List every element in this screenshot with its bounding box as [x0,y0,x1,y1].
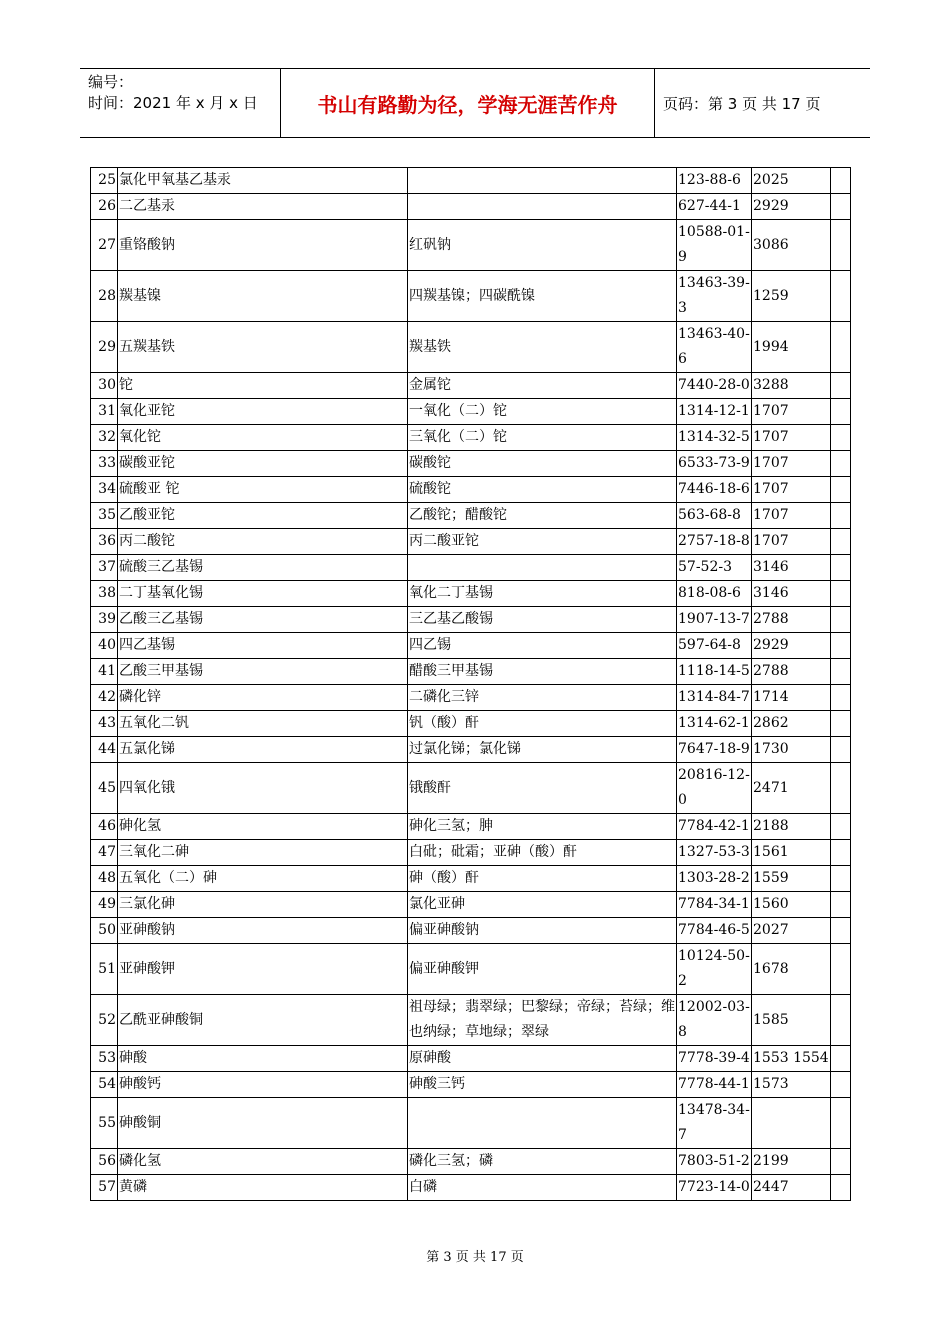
un-number: 1714 [752,685,831,711]
row-number: 36 [91,529,118,555]
cas-number: 12002-03-8 [677,995,752,1046]
cas-number: 7784-34-1 [677,892,752,918]
un-number: 2027 [752,918,831,944]
chemical-alias: 白砒；砒霜；亚砷（酸）酐 [408,840,677,866]
chemical-alias: 四羰基镍；四碳酰镍 [408,271,677,322]
chemical-alias [408,1098,677,1149]
header-page-info: 页码：第 3 页 共 17 页 [663,94,821,113]
empty-cell [830,271,850,322]
chemical-name: 亚砷酸钠 [118,918,408,944]
cas-number: 1314-62-1 [677,711,752,737]
table-row [91,1072,851,1098]
un-number: 1707 [752,503,831,529]
table-row [91,633,851,659]
un-number: 2199 [752,1149,831,1175]
cas-number: 7803-51-2 [677,1149,752,1175]
chemical-name: 亚砷酸钾 [118,944,408,995]
chemical-name: 砷酸 [118,1046,408,1072]
cas-number: 123-88-6 [677,168,752,194]
table-row [91,373,851,399]
un-number: 1553 1554 [752,1046,831,1072]
table-row [91,271,851,322]
chemical-name: 砷酸钙 [118,1072,408,1098]
chemical-alias: 原砷酸 [408,1046,677,1072]
chemical-alias: 氧化二丁基锡 [408,581,677,607]
empty-cell [830,1098,850,1149]
empty-cell [830,399,850,425]
chemical-table [90,167,851,1201]
page-header [80,68,870,138]
table-row [91,477,851,503]
row-number: 45 [91,763,118,814]
empty-cell [830,607,850,633]
un-number: 2447 [752,1175,831,1201]
row-number: 33 [91,451,118,477]
empty-cell [830,503,850,529]
un-number: 2188 [752,814,831,840]
chemical-name: 磷化锌 [118,685,408,711]
empty-cell [830,555,850,581]
chemical-alias: 偏亚砷酸钠 [408,918,677,944]
chemical-alias: 砷化三氢；胂 [408,814,677,840]
empty-cell [830,763,850,814]
chemical-name: 乙酸亚铊 [118,503,408,529]
empty-cell [830,1072,850,1098]
un-number: 2862 [752,711,831,737]
chemical-alias: 砷酸三钙 [408,1072,677,1098]
table-row [91,659,851,685]
row-number: 43 [91,711,118,737]
cas-number: 7778-44-1 [677,1072,752,1098]
chemical-name: 五氧化（二）砷 [118,866,408,892]
chemical-alias: 磷化三氢；磷 [408,1149,677,1175]
cas-number: 7784-46-5 [677,918,752,944]
empty-cell [830,1149,850,1175]
table-row [91,737,851,763]
chemical-name: 五氯化锑 [118,737,408,763]
cas-number: 7784-42-1 [677,814,752,840]
chemical-alias: 四乙锡 [408,633,677,659]
un-number: 2929 [752,633,831,659]
table-row [91,892,851,918]
table-row [91,711,851,737]
un-number: 1561 [752,840,831,866]
table-row [91,1046,851,1072]
row-number: 42 [91,685,118,711]
un-number: 1707 [752,425,831,451]
table-row [91,1149,851,1175]
empty-cell [830,814,850,840]
header-motto: 书山有路勤为径，学海无涯苦作舟 [281,69,655,137]
cas-number: 818-08-6 [677,581,752,607]
empty-cell [830,918,850,944]
row-number: 30 [91,373,118,399]
row-number: 29 [91,322,118,373]
table-row [91,451,851,477]
table-row [91,425,851,451]
chemical-alias [408,168,677,194]
cas-number: 597-64-8 [677,633,752,659]
row-number: 44 [91,737,118,763]
chemical-name: 重铬酸钠 [118,220,408,271]
table-row [91,763,851,814]
table-row [91,814,851,840]
chemical-alias: 过氯化锑；氯化锑 [408,737,677,763]
chemical-name: 三氯化砷 [118,892,408,918]
chemical-alias: 祖母绿；翡翠绿；巴黎绿；帝绿；苔绿；维也纳绿；草地绿；翠绿 [408,995,677,1046]
empty-cell [830,425,850,451]
un-number: 1994 [752,322,831,373]
empty-cell [830,529,850,555]
chemical-name: 黄磷 [118,1175,408,1201]
empty-cell [830,1046,850,1072]
un-number: 2929 [752,194,831,220]
chemical-alias: 丙二酸亚铊 [408,529,677,555]
un-number: 3086 [752,220,831,271]
page-footer: 第 3 页 共 17 页 [426,1250,524,1265]
row-number: 34 [91,477,118,503]
table-row [91,555,851,581]
row-number: 31 [91,399,118,425]
chemical-alias: 金属铊 [408,373,677,399]
un-number: 1730 [752,737,831,763]
row-number: 56 [91,1149,118,1175]
row-number: 57 [91,1175,118,1201]
chemical-name: 碳酸亚铊 [118,451,408,477]
chemical-name: 五羰基铁 [118,322,408,373]
chemical-name: 乙酸三乙基锡 [118,607,408,633]
chemical-alias: 醋酸三甲基锡 [408,659,677,685]
chemical-alias: 锇酸酐 [408,763,677,814]
chemical-name: 磷化氢 [118,1149,408,1175]
cas-number: 1327-53-3 [677,840,752,866]
row-number: 35 [91,503,118,529]
empty-cell [830,194,850,220]
row-number: 54 [91,1072,118,1098]
row-number: 38 [91,581,118,607]
row-number: 50 [91,918,118,944]
chemical-alias: 白磷 [408,1175,677,1201]
chemical-alias: 三乙基乙酸锡 [408,607,677,633]
cas-number: 1314-32-5 [677,425,752,451]
cas-number: 7778-39-4 [677,1046,752,1072]
cas-number: 7647-18-9 [677,737,752,763]
chemical-alias [408,555,677,581]
chemical-alias: 钒（酸）酐 [408,711,677,737]
chemical-name: 砷化氢 [118,814,408,840]
un-number: 1707 [752,451,831,477]
un-number: 1707 [752,477,831,503]
chemical-name: 羰基镍 [118,271,408,322]
row-number: 47 [91,840,118,866]
table-row [91,581,851,607]
table-row [91,399,851,425]
chemical-alias: 氯化亚砷 [408,892,677,918]
table-row [91,995,851,1046]
un-number: 2025 [752,168,831,194]
un-number: 1573 [752,1072,831,1098]
cas-number: 1314-84-7 [677,685,752,711]
chemical-alias: 乙酸铊；醋酸铊 [408,503,677,529]
row-number: 26 [91,194,118,220]
chemical-alias: 硫酸铊 [408,477,677,503]
cas-number: 13478-34-7 [677,1098,752,1149]
cas-number: 10124-50-2 [677,944,752,995]
table-row [91,607,851,633]
cas-number: 7446-18-6 [677,477,752,503]
table-row [91,194,851,220]
chemical-name: 四乙基锡 [118,633,408,659]
table-row [91,918,851,944]
un-number: 2788 [752,659,831,685]
table-row [91,503,851,529]
table-row [91,529,851,555]
empty-cell [830,685,850,711]
chemical-name: 乙酸三甲基锡 [118,659,408,685]
table-row [91,1098,851,1149]
un-number [752,1098,831,1149]
chemical-name: 铊 [118,373,408,399]
un-number: 3146 [752,555,831,581]
table-row [91,685,851,711]
row-number: 39 [91,607,118,633]
row-number: 55 [91,1098,118,1149]
empty-cell [830,659,850,685]
row-number: 46 [91,814,118,840]
un-number: 1560 [752,892,831,918]
empty-cell [830,220,850,271]
empty-cell [830,477,850,503]
chemical-alias: 红矾钠 [408,220,677,271]
row-number: 51 [91,944,118,995]
chemical-name: 二丁基氧化锡 [118,581,408,607]
un-number: 1707 [752,399,831,425]
row-number: 37 [91,555,118,581]
cas-number: 6533-73-9 [677,451,752,477]
row-number: 41 [91,659,118,685]
empty-cell [830,995,850,1046]
cas-number: 7440-28-0 [677,373,752,399]
un-number: 1678 [752,944,831,995]
doc-number-label: 编号： [88,73,134,91]
table-row [91,220,851,271]
empty-cell [830,866,850,892]
row-number: 52 [91,995,118,1046]
chemical-name: 氧化铊 [118,425,408,451]
cas-number: 1314-12-1 [677,399,752,425]
chemical-alias: 一氧化（二）铊 [408,399,677,425]
empty-cell [830,373,850,399]
row-number: 48 [91,866,118,892]
empty-cell [830,322,850,373]
cas-number: 20816-12-0 [677,763,752,814]
chemical-alias: 碳酸铊 [408,451,677,477]
un-number: 3288 [752,373,831,399]
chemical-alias [408,194,677,220]
empty-cell [830,633,850,659]
chemical-name: 丙二酸铊 [118,529,408,555]
chemical-name: 氯化甲氧基乙基汞 [118,168,408,194]
cas-number: 10588-01-9 [677,220,752,271]
cas-number: 57-52-3 [677,555,752,581]
chemical-name: 四氧化锇 [118,763,408,814]
row-number: 28 [91,271,118,322]
empty-cell [830,737,850,763]
un-number: 3146 [752,581,831,607]
cas-number: 1907-13-7 [677,607,752,633]
chemical-name: 乙酰亚砷酸铜 [118,995,408,1046]
chemical-name: 二乙基汞 [118,194,408,220]
empty-cell [830,451,850,477]
empty-cell [830,581,850,607]
chemical-alias: 偏亚砷酸钾 [408,944,677,995]
chemical-name: 氧化亚铊 [118,399,408,425]
row-number: 49 [91,892,118,918]
chemical-alias: 砷（酸）酐 [408,866,677,892]
un-number: 1707 [752,529,831,555]
table-row [91,944,851,995]
cas-number: 1303-28-2 [677,866,752,892]
table-row [91,1175,851,1201]
chemical-name: 三氧化二砷 [118,840,408,866]
cas-number: 13463-40-6 [677,322,752,373]
un-number: 2788 [752,607,831,633]
empty-cell [830,168,850,194]
cas-number: 2757-18-8 [677,529,752,555]
row-number: 32 [91,425,118,451]
cas-number: 563-68-8 [677,503,752,529]
header-meta [80,69,281,137]
table-row [91,866,851,892]
doc-time-label: 时间：2021 年 x 月 x 日 [88,94,258,112]
chemical-name: 砷酸铜 [118,1098,408,1149]
row-number: 27 [91,220,118,271]
table-row [91,322,851,373]
cas-number: 13463-39-3 [677,271,752,322]
table-row [91,168,851,194]
un-number: 2471 [752,763,831,814]
table-row [91,840,851,866]
row-number: 40 [91,633,118,659]
chemical-alias: 二磷化三锌 [408,685,677,711]
un-number: 1585 [752,995,831,1046]
row-number: 53 [91,1046,118,1072]
chemical-name: 五氧化二钒 [118,711,408,737]
empty-cell [830,840,850,866]
cas-number: 627-44-1 [677,194,752,220]
row-number: 25 [91,168,118,194]
empty-cell [830,944,850,995]
chemical-name: 硫酸亚 铊 [118,477,408,503]
chemical-alias: 羰基铁 [408,322,677,373]
un-number: 1559 [752,866,831,892]
empty-cell [830,711,850,737]
cas-number: 1118-14-5 [677,659,752,685]
empty-cell [830,892,850,918]
cas-number: 7723-14-0 [677,1175,752,1201]
chemical-alias: 三氧化（二）铊 [408,425,677,451]
un-number: 1259 [752,271,831,322]
empty-cell [830,1175,850,1201]
chemical-name: 硫酸三乙基锡 [118,555,408,581]
